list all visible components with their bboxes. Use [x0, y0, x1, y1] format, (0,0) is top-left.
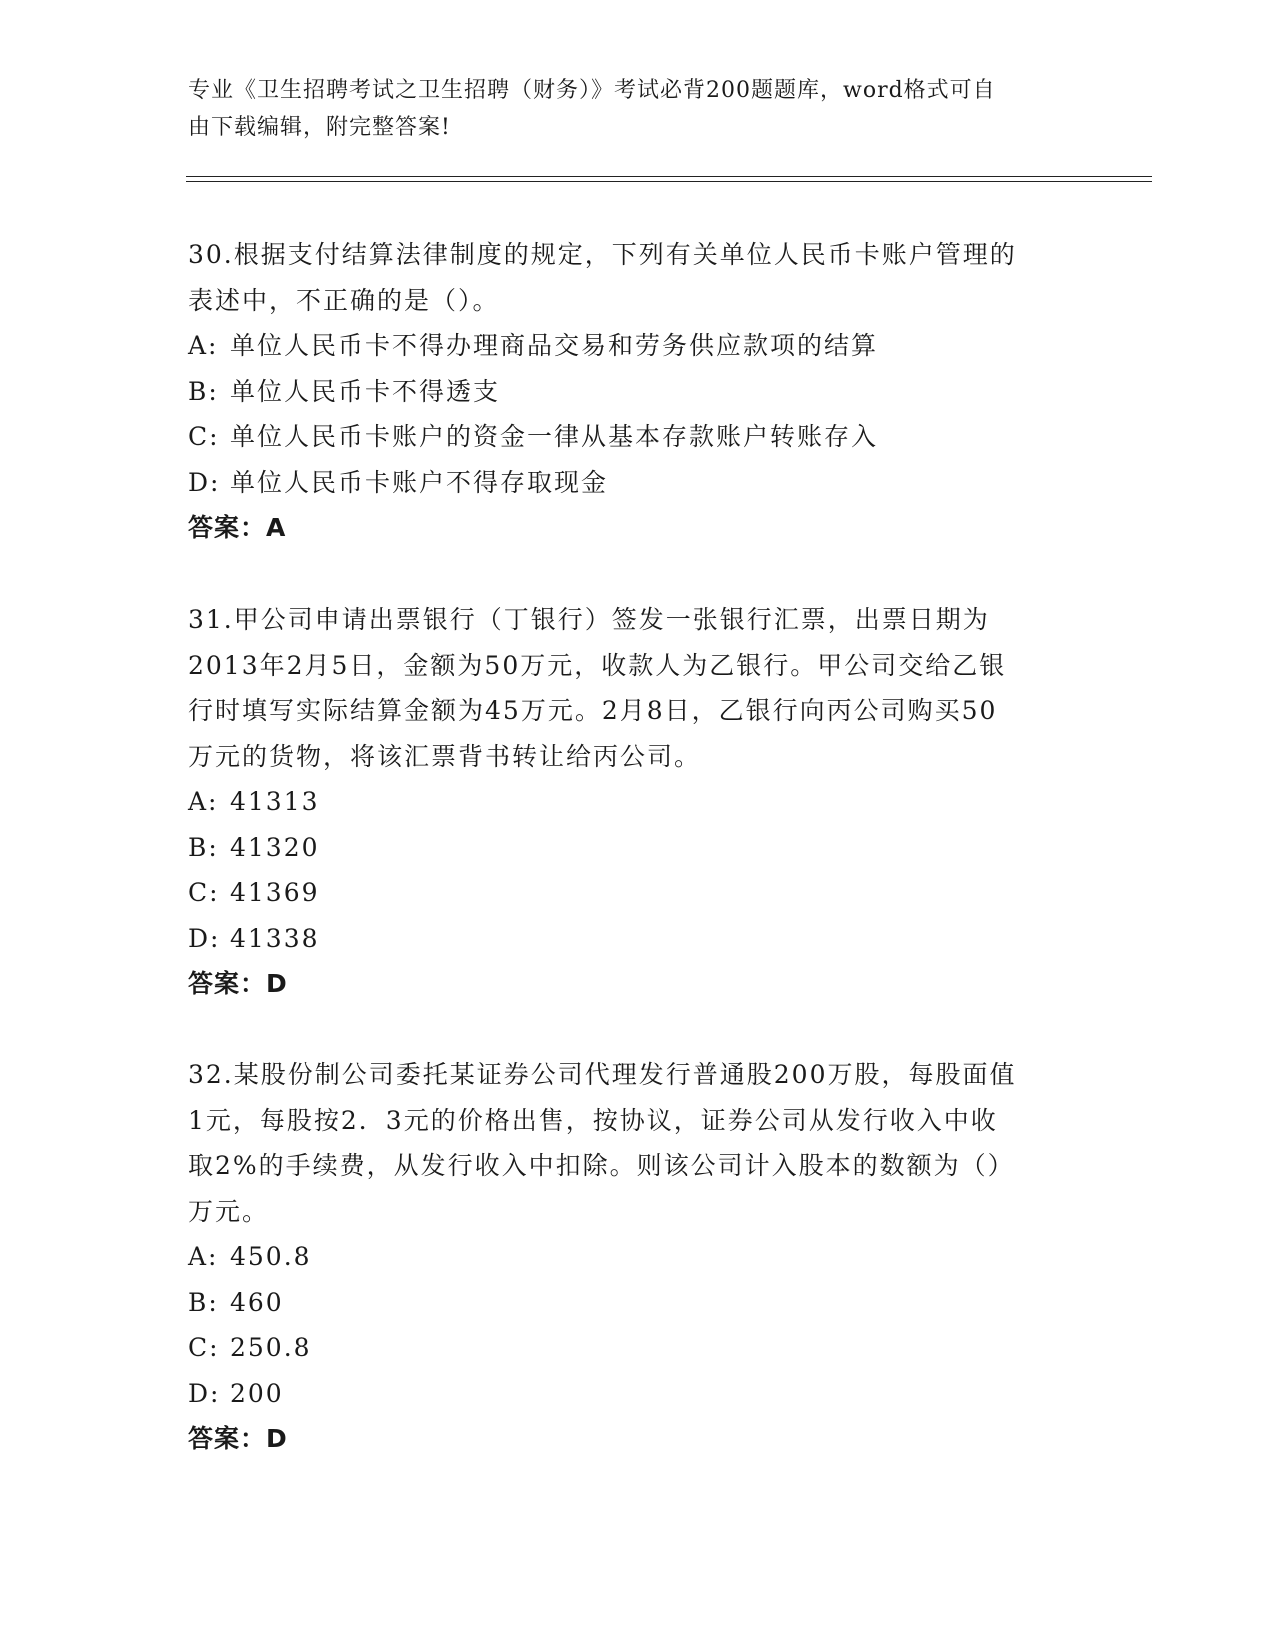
option-a: [188, 779, 1088, 825]
question-text-line: 32.某股份制公司委托某证券公司代理发行普通股200万股，每股面值: [188, 1060, 1017, 1089]
option-b: [188, 369, 1088, 415]
answer-line: 答案：D: [188, 1424, 288, 1453]
question-30: [188, 232, 1088, 551]
header-divider-bottom: [186, 181, 1152, 182]
option-text: 200: [230, 1378, 284, 1408]
document-header: [188, 72, 1068, 146]
option-a: [188, 1234, 1088, 1280]
answer-line: 答案：D: [188, 969, 288, 998]
option-letter: D:: [188, 467, 221, 497]
question-text-line: 表述中，不正确的是（）。: [188, 285, 500, 315]
option-text: 41338: [230, 923, 320, 953]
option-letter: D:: [188, 923, 221, 953]
question-text-line: 2013年2月5日，金额为50万元，收款人为乙银行。甲公司交给乙银: [188, 650, 1007, 680]
option-c: [188, 414, 1088, 460]
option-letter: B:: [188, 376, 219, 406]
option-text: 450.8: [230, 1242, 312, 1271]
header-line-2: 由下载编辑，附完整答案!: [188, 115, 451, 140]
option-letter: A:: [188, 1242, 219, 1271]
option-b: [188, 1280, 1088, 1326]
option-letter: A:: [188, 787, 219, 816]
option-text: 单位人民币卡不得办理商品交易和劳务供应款项的结算: [230, 331, 879, 360]
question-text-line: 万元的货物，将该汇票背书转让给丙公司。: [188, 741, 702, 771]
option-text: 单位人民币卡账户不得存取现金: [230, 467, 609, 497]
option-text: 41320: [230, 832, 320, 862]
answer-line: 答案：A: [188, 513, 287, 542]
option-text: 460: [230, 1287, 284, 1317]
question-text-line: 1元，每股按2．3元的价格出售，按协议，证券公司从发行收入中收: [188, 1105, 998, 1135]
option-letter: B:: [188, 832, 219, 862]
option-c: [188, 1325, 1088, 1371]
option-letter: C:: [188, 422, 220, 451]
option-text: 单位人民币卡账户的资金一律从基本存款账户转账存入: [230, 422, 879, 451]
question-text-line: 取2%的手续费，从发行收入中扣除。则该公司计入股本的数额为（）: [188, 1151, 1015, 1180]
option-letter: A:: [188, 331, 219, 360]
option-b: [188, 825, 1088, 871]
question-31: [188, 597, 1088, 1007]
option-d: [188, 460, 1088, 506]
question-32: [188, 1052, 1088, 1462]
header-line-1: 专业《卫生招聘考试之卫生招聘（财务）》考试必背200题题库，word格式可自: [188, 78, 996, 103]
option-c: [188, 870, 1088, 916]
header-divider-top: [186, 176, 1152, 177]
option-a: [188, 323, 1088, 369]
option-text: 41369: [230, 878, 320, 907]
option-letter: B:: [188, 1287, 219, 1317]
option-letter: D:: [188, 1378, 221, 1408]
option-text: 单位人民币卡不得透支: [230, 376, 501, 406]
option-text: 41313: [230, 787, 320, 816]
option-letter: C:: [188, 878, 220, 907]
question-text-line: 31.甲公司申请出票银行（丁银行）签发一张银行汇票，出票日期为: [188, 605, 990, 634]
option-d: [188, 1371, 1088, 1417]
option-letter: C:: [188, 1333, 220, 1362]
option-d: [188, 916, 1088, 962]
question-text-line: 30.根据支付结算法律制度的规定，下列有关单位人民币卡账户管理的: [188, 240, 1017, 269]
question-text-line: 万元。: [188, 1196, 270, 1226]
question-text-line: 行时填写实际结算金额为45万元。2月8日，乙银行向丙公司购买50: [188, 696, 998, 725]
option-text: 250.8: [230, 1333, 312, 1362]
